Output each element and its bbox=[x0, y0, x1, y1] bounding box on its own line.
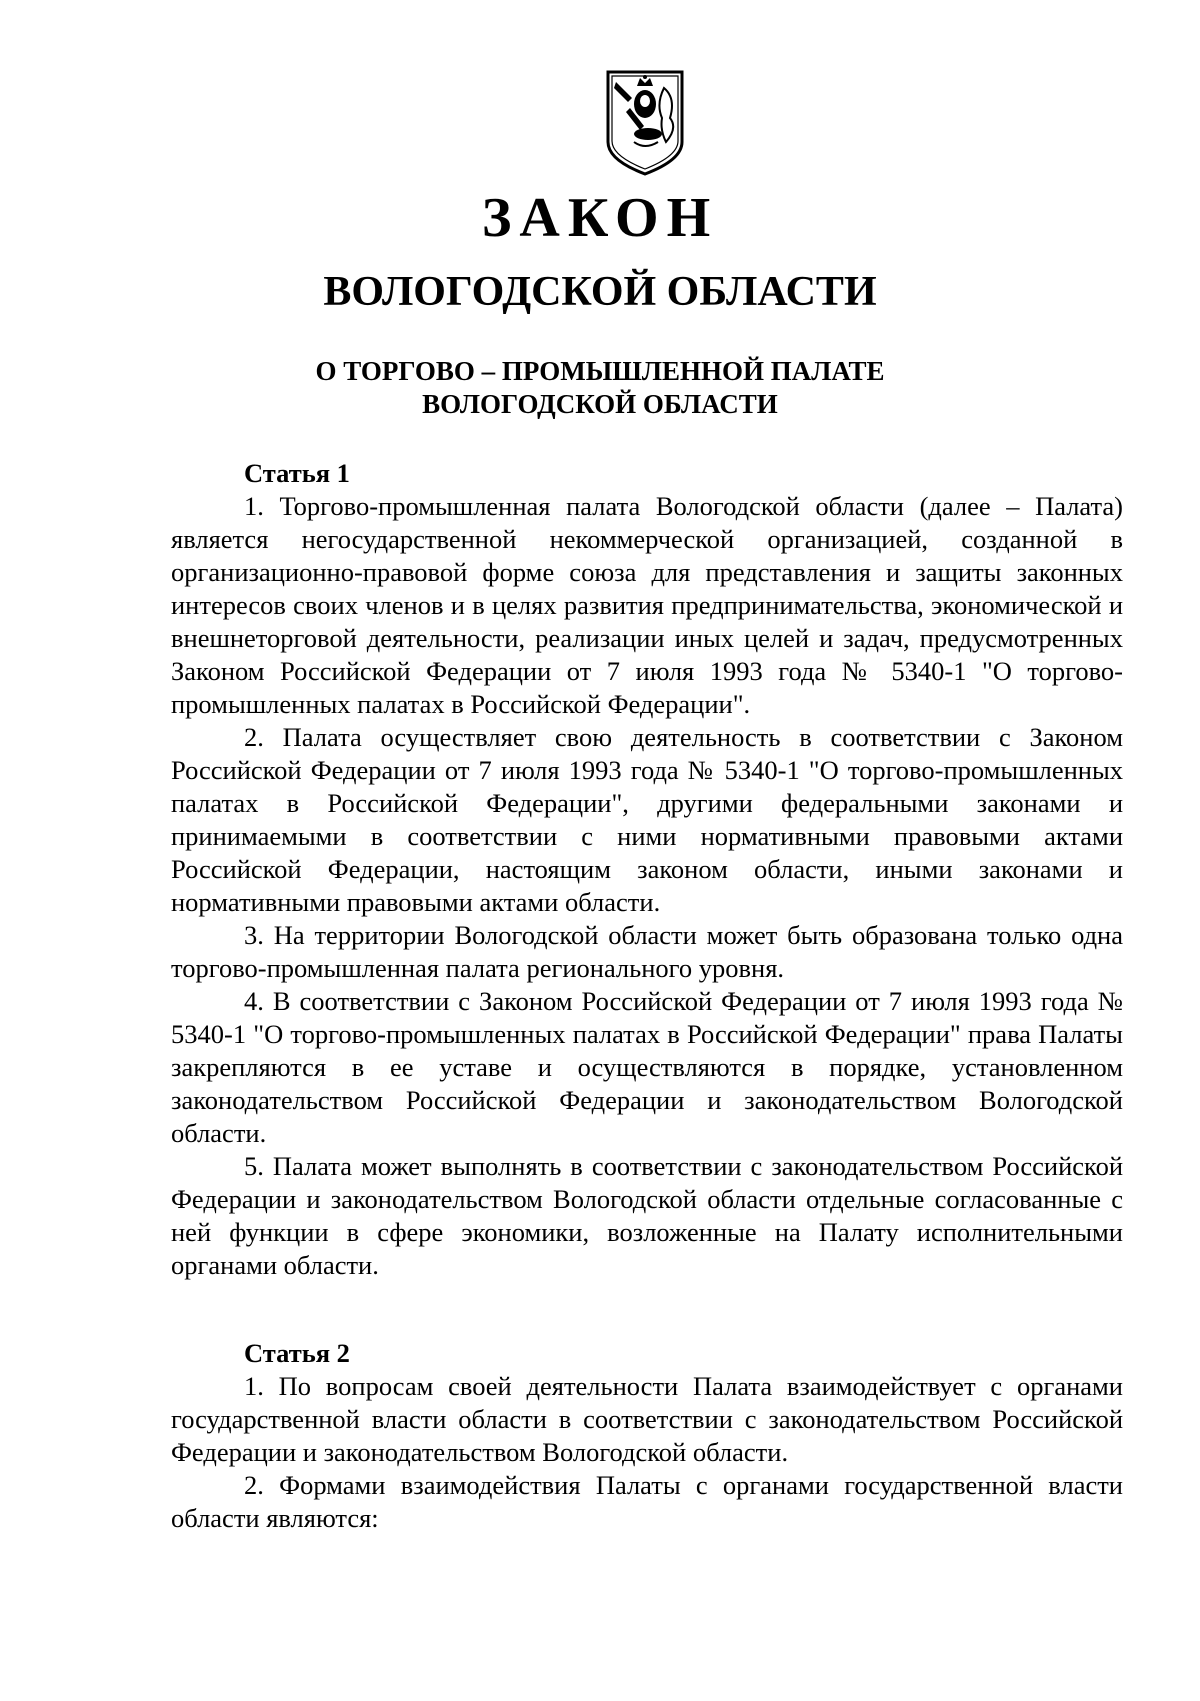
article-heading: Статья 2 bbox=[244, 1338, 350, 1368]
law-name-line: ВОЛОГОДСКОЙ ОБЛАСТИ bbox=[422, 389, 778, 419]
coat-of-arms-icon bbox=[604, 68, 686, 178]
article-paragraph: 3. На территории Вологодской области может быть образована только одна торгово-промышленная палата регионального уровня. bbox=[171, 920, 1123, 983]
article-paragraph: 5. Палата может выполнять в соответствии с законодательством Российской Федерации и законодательством Вологодской области отдельные согласованные с ней функции в сфере экономики, возложенные на Палату исполнительными органами области. bbox=[171, 1151, 1123, 1280]
document-title: ЗАКОН bbox=[481, 187, 719, 249]
article-paragraph: 2. Палата осуществляет свою деятельность в соответствии с Законом Российской Федерации от 7 июля 1993 года № 5340-1 "О торгово-промышленных палатах в Российской Федерации", другими федеральными законами и принимаемыми в соответствии с ними нормативными правовыми актами Российской Федерации, настоящим законом области, иными законами и нормативными правовыми актами области. bbox=[171, 722, 1123, 917]
article-1 bbox=[171, 457, 1123, 1282]
article-paragraph: 4. В соответствии с Законом Российской Федерации от 7 июля 1993 года № 5340-1 "О торгово-промышленных палатах в Российской Федерации" права Палаты закрепляются в ее уставе и осуществляются в порядке, установленном законодательством Российской Федерации и законодательством Вологодской области. bbox=[171, 986, 1123, 1148]
law-name-line: О ТОРГОВО – ПРОМЫШЛЕННОЙ ПАЛАТЕ bbox=[315, 356, 885, 386]
law-name bbox=[0, 355, 1200, 421]
article-paragraph: 2. Формами взаимодействия Палаты с органами государственной власти области являются: bbox=[171, 1470, 1123, 1533]
article-heading: Статья 1 bbox=[244, 458, 350, 488]
article-paragraph: 1. По вопросам своей деятельности Палата взаимодействует с органами государственной власти области в соответствии с законодательством Российской Федерации и законодательством Вологодской области. bbox=[171, 1371, 1123, 1467]
article-paragraph: 1. Торгово-промышленная палата Вологодской области (далее – Палата) является негосударственной некоммерческой организацией, созданной в организационно-правовой форме союза для представления и защиты законных интересов своих членов и в целях развития предпринимательства, экономической и внешнеторговой деятельности, реализации иных целей и задач, предусмотренных Законом Российской Федерации от 7 июля 1993 года № 5340-1 "О торгово-промышленных палатах в Российской Федерации". bbox=[171, 491, 1123, 719]
document-subtitle: ВОЛОГОДСКОЙ ОБЛАСТИ bbox=[323, 269, 877, 315]
article-2 bbox=[171, 1337, 1123, 1535]
